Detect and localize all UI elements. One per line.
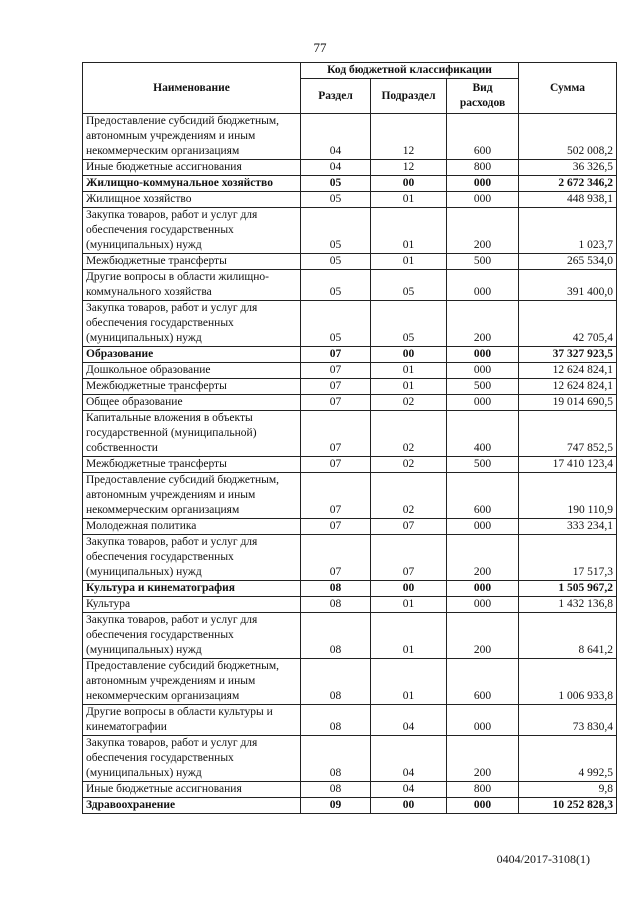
- row-expense-type: 000: [447, 347, 519, 363]
- row-expense-type: 000: [447, 192, 519, 208]
- row-section: 07: [301, 519, 371, 535]
- row-sum: 747 852,5: [519, 411, 617, 457]
- row-section: 07: [301, 473, 371, 519]
- row-sum: 8 641,2: [519, 613, 617, 659]
- row-expense-type: 000: [447, 363, 519, 379]
- row-subsection: 04: [371, 705, 447, 736]
- row-sum: 19 014 690,5: [519, 395, 617, 411]
- row-section: 05: [301, 254, 371, 270]
- row-sum: 12 624 824,1: [519, 379, 617, 395]
- row-name: Культура: [83, 597, 301, 613]
- table-row: [83, 347, 617, 363]
- row-expense-type: 000: [447, 581, 519, 597]
- row-name: Образование: [83, 347, 301, 363]
- budget-table: [82, 62, 617, 814]
- row-section: 05: [301, 192, 371, 208]
- row-subsection: 12: [371, 114, 447, 160]
- row-sum: 448 938,1: [519, 192, 617, 208]
- row-sum: 37 327 923,5: [519, 347, 617, 363]
- row-section: 08: [301, 705, 371, 736]
- row-subsection: 01: [371, 613, 447, 659]
- row-subsection: 01: [371, 254, 447, 270]
- row-sum: 17 517,3: [519, 535, 617, 581]
- row-section: 04: [301, 114, 371, 160]
- row-subsection: 00: [371, 176, 447, 192]
- row-sum: 17 410 123,4: [519, 457, 617, 473]
- row-expense-type: 200: [447, 208, 519, 254]
- row-subsection: 05: [371, 301, 447, 347]
- row-sum: 502 008,2: [519, 114, 617, 160]
- row-name: Жилищно-коммунальное хозяйство: [83, 176, 301, 192]
- row-subsection: 01: [371, 192, 447, 208]
- row-expense-type: 500: [447, 254, 519, 270]
- header-sum: Сумма: [519, 63, 617, 114]
- row-expense-type: 200: [447, 301, 519, 347]
- row-section: 05: [301, 208, 371, 254]
- row-expense-type: 800: [447, 160, 519, 176]
- row-name: Закупка товаров, работ и услуг для обеспечения государственных (муниципальных) нужд: [83, 208, 301, 254]
- row-name: Предоставление субсидий бюджетным, автономным учреждениям и иным некоммерческим организациям: [83, 659, 301, 705]
- row-name: Другие вопросы в области жилищно-коммунального хозяйства: [83, 270, 301, 301]
- row-expense-type: 000: [447, 597, 519, 613]
- row-section: 08: [301, 581, 371, 597]
- table-row: [83, 114, 617, 160]
- header-code-group: Код бюджетной классификации: [301, 63, 519, 79]
- row-subsection: 02: [371, 395, 447, 411]
- row-section: 09: [301, 798, 371, 814]
- table-row: [83, 411, 617, 457]
- row-sum: 2 672 346,2: [519, 176, 617, 192]
- table-row: [83, 270, 617, 301]
- row-expense-type: 400: [447, 411, 519, 457]
- row-subsection: 02: [371, 457, 447, 473]
- table-row: [83, 301, 617, 347]
- table-row: [83, 581, 617, 597]
- header-section: Раздел: [301, 79, 371, 114]
- row-subsection: 01: [371, 659, 447, 705]
- row-expense-type: 600: [447, 473, 519, 519]
- row-name: Межбюджетные трансферты: [83, 254, 301, 270]
- row-subsection: 02: [371, 411, 447, 457]
- row-name: Закупка товаров, работ и услуг для обеспечения государственных (муниципальных) нужд: [83, 301, 301, 347]
- row-section: 07: [301, 457, 371, 473]
- row-subsection: 01: [371, 208, 447, 254]
- row-sum: 36 326,5: [519, 160, 617, 176]
- row-name: Здравоохранение: [83, 798, 301, 814]
- table-row: [83, 535, 617, 581]
- row-expense-type: 500: [447, 457, 519, 473]
- row-name: Закупка товаров, работ и услуг для обеспечения государственных (муниципальных) нужд: [83, 613, 301, 659]
- row-sum: 190 110,9: [519, 473, 617, 519]
- row-subsection: 07: [371, 535, 447, 581]
- row-expense-type: 000: [447, 395, 519, 411]
- table-row: [83, 379, 617, 395]
- row-name: Межбюджетные трансферты: [83, 457, 301, 473]
- table-row: [83, 597, 617, 613]
- table-row: [83, 254, 617, 270]
- row-section: 05: [301, 270, 371, 301]
- row-section: 07: [301, 379, 371, 395]
- row-section: 08: [301, 597, 371, 613]
- row-subsection: 07: [371, 519, 447, 535]
- row-sum: 265 534,0: [519, 254, 617, 270]
- row-expense-type: 500: [447, 379, 519, 395]
- row-sum: 1 023,7: [519, 208, 617, 254]
- row-subsection: 04: [371, 736, 447, 782]
- row-name: Предоставление субсидий бюджетным, автономным учреждениям и иным некоммерческим организациям: [83, 473, 301, 519]
- row-sum: 73 830,4: [519, 705, 617, 736]
- row-expense-type: 000: [447, 798, 519, 814]
- table-row: [83, 782, 617, 798]
- row-name: Закупка товаров, работ и услуг для обеспечения государственных (муниципальных) нужд: [83, 736, 301, 782]
- row-name: Дошкольное образование: [83, 363, 301, 379]
- row-subsection: 02: [371, 473, 447, 519]
- row-subsection: 05: [371, 270, 447, 301]
- table-row: [83, 519, 617, 535]
- row-subsection: 00: [371, 798, 447, 814]
- row-section: 07: [301, 535, 371, 581]
- table-row: [83, 613, 617, 659]
- row-sum: 9,8: [519, 782, 617, 798]
- table-row: [83, 160, 617, 176]
- row-sum: 10 252 828,3: [519, 798, 617, 814]
- row-section: 08: [301, 736, 371, 782]
- row-name: Молодежная политика: [83, 519, 301, 535]
- table-row: [83, 395, 617, 411]
- row-subsection: 00: [371, 347, 447, 363]
- row-expense-type: 600: [447, 114, 519, 160]
- row-expense-type: 200: [447, 535, 519, 581]
- row-expense-type: 200: [447, 613, 519, 659]
- row-expense-type: 800: [447, 782, 519, 798]
- table-row: [83, 192, 617, 208]
- row-subsection: 01: [371, 363, 447, 379]
- row-section: 05: [301, 176, 371, 192]
- table-row: [83, 457, 617, 473]
- row-name: Предоставление субсидий бюджетным, автономным учреждениям и иным некоммерческим организациям: [83, 114, 301, 160]
- row-subsection: 01: [371, 379, 447, 395]
- table-header: [83, 63, 617, 114]
- row-section: 08: [301, 659, 371, 705]
- row-section: 07: [301, 363, 371, 379]
- row-sum: 391 400,0: [519, 270, 617, 301]
- row-expense-type: 000: [447, 519, 519, 535]
- row-sum: 1 432 136,8: [519, 597, 617, 613]
- row-subsection: 00: [371, 581, 447, 597]
- table-row: [83, 363, 617, 379]
- table-row: [83, 659, 617, 705]
- row-sum: 42 705,4: [519, 301, 617, 347]
- row-name: Иные бюджетные ассигнования: [83, 782, 301, 798]
- table-row: [83, 208, 617, 254]
- table-row: [83, 705, 617, 736]
- row-section: 08: [301, 782, 371, 798]
- row-expense-type: 000: [447, 176, 519, 192]
- row-section: 07: [301, 395, 371, 411]
- row-name: Жилищное хозяйство: [83, 192, 301, 208]
- row-section: 04: [301, 160, 371, 176]
- row-section: 08: [301, 613, 371, 659]
- header-expense-type: Вид расходов: [447, 79, 519, 114]
- table-row: [83, 798, 617, 814]
- row-section: 07: [301, 347, 371, 363]
- row-name: Капитальные вложения в объекты государственной (муниципальной) собственности: [83, 411, 301, 457]
- row-expense-type: 000: [447, 270, 519, 301]
- row-name: Культура и кинематография: [83, 581, 301, 597]
- row-name: Иные бюджетные ассигнования: [83, 160, 301, 176]
- table-row: [83, 176, 617, 192]
- row-expense-type: 000: [447, 705, 519, 736]
- row-subsection: 01: [371, 597, 447, 613]
- table-row: [83, 473, 617, 519]
- row-expense-type: 200: [447, 736, 519, 782]
- page-number: 77: [313, 40, 327, 55]
- header-subsection: Подраздел: [371, 79, 447, 114]
- header-name: Наименование: [83, 63, 301, 114]
- row-sum: 333 234,1: [519, 519, 617, 535]
- row-sum: 1 505 967,2: [519, 581, 617, 597]
- row-sum: 1 006 933,8: [519, 659, 617, 705]
- row-expense-type: 600: [447, 659, 519, 705]
- table-body: [83, 114, 617, 814]
- row-section: 05: [301, 301, 371, 347]
- row-name: Закупка товаров, работ и услуг для обеспечения государственных (муниципальных) нужд: [83, 535, 301, 581]
- row-name: Межбюджетные трансферты: [83, 379, 301, 395]
- table-row: [83, 736, 617, 782]
- row-sum: 4 992,5: [519, 736, 617, 782]
- row-name: Общее образование: [83, 395, 301, 411]
- row-subsection: 04: [371, 782, 447, 798]
- row-sum: 12 624 824,1: [519, 363, 617, 379]
- row-section: 07: [301, 411, 371, 457]
- document-code: 0404/2017-3108(1): [496, 852, 590, 866]
- row-subsection: 12: [371, 160, 447, 176]
- row-name: Другие вопросы в области культуры и кинематографии: [83, 705, 301, 736]
